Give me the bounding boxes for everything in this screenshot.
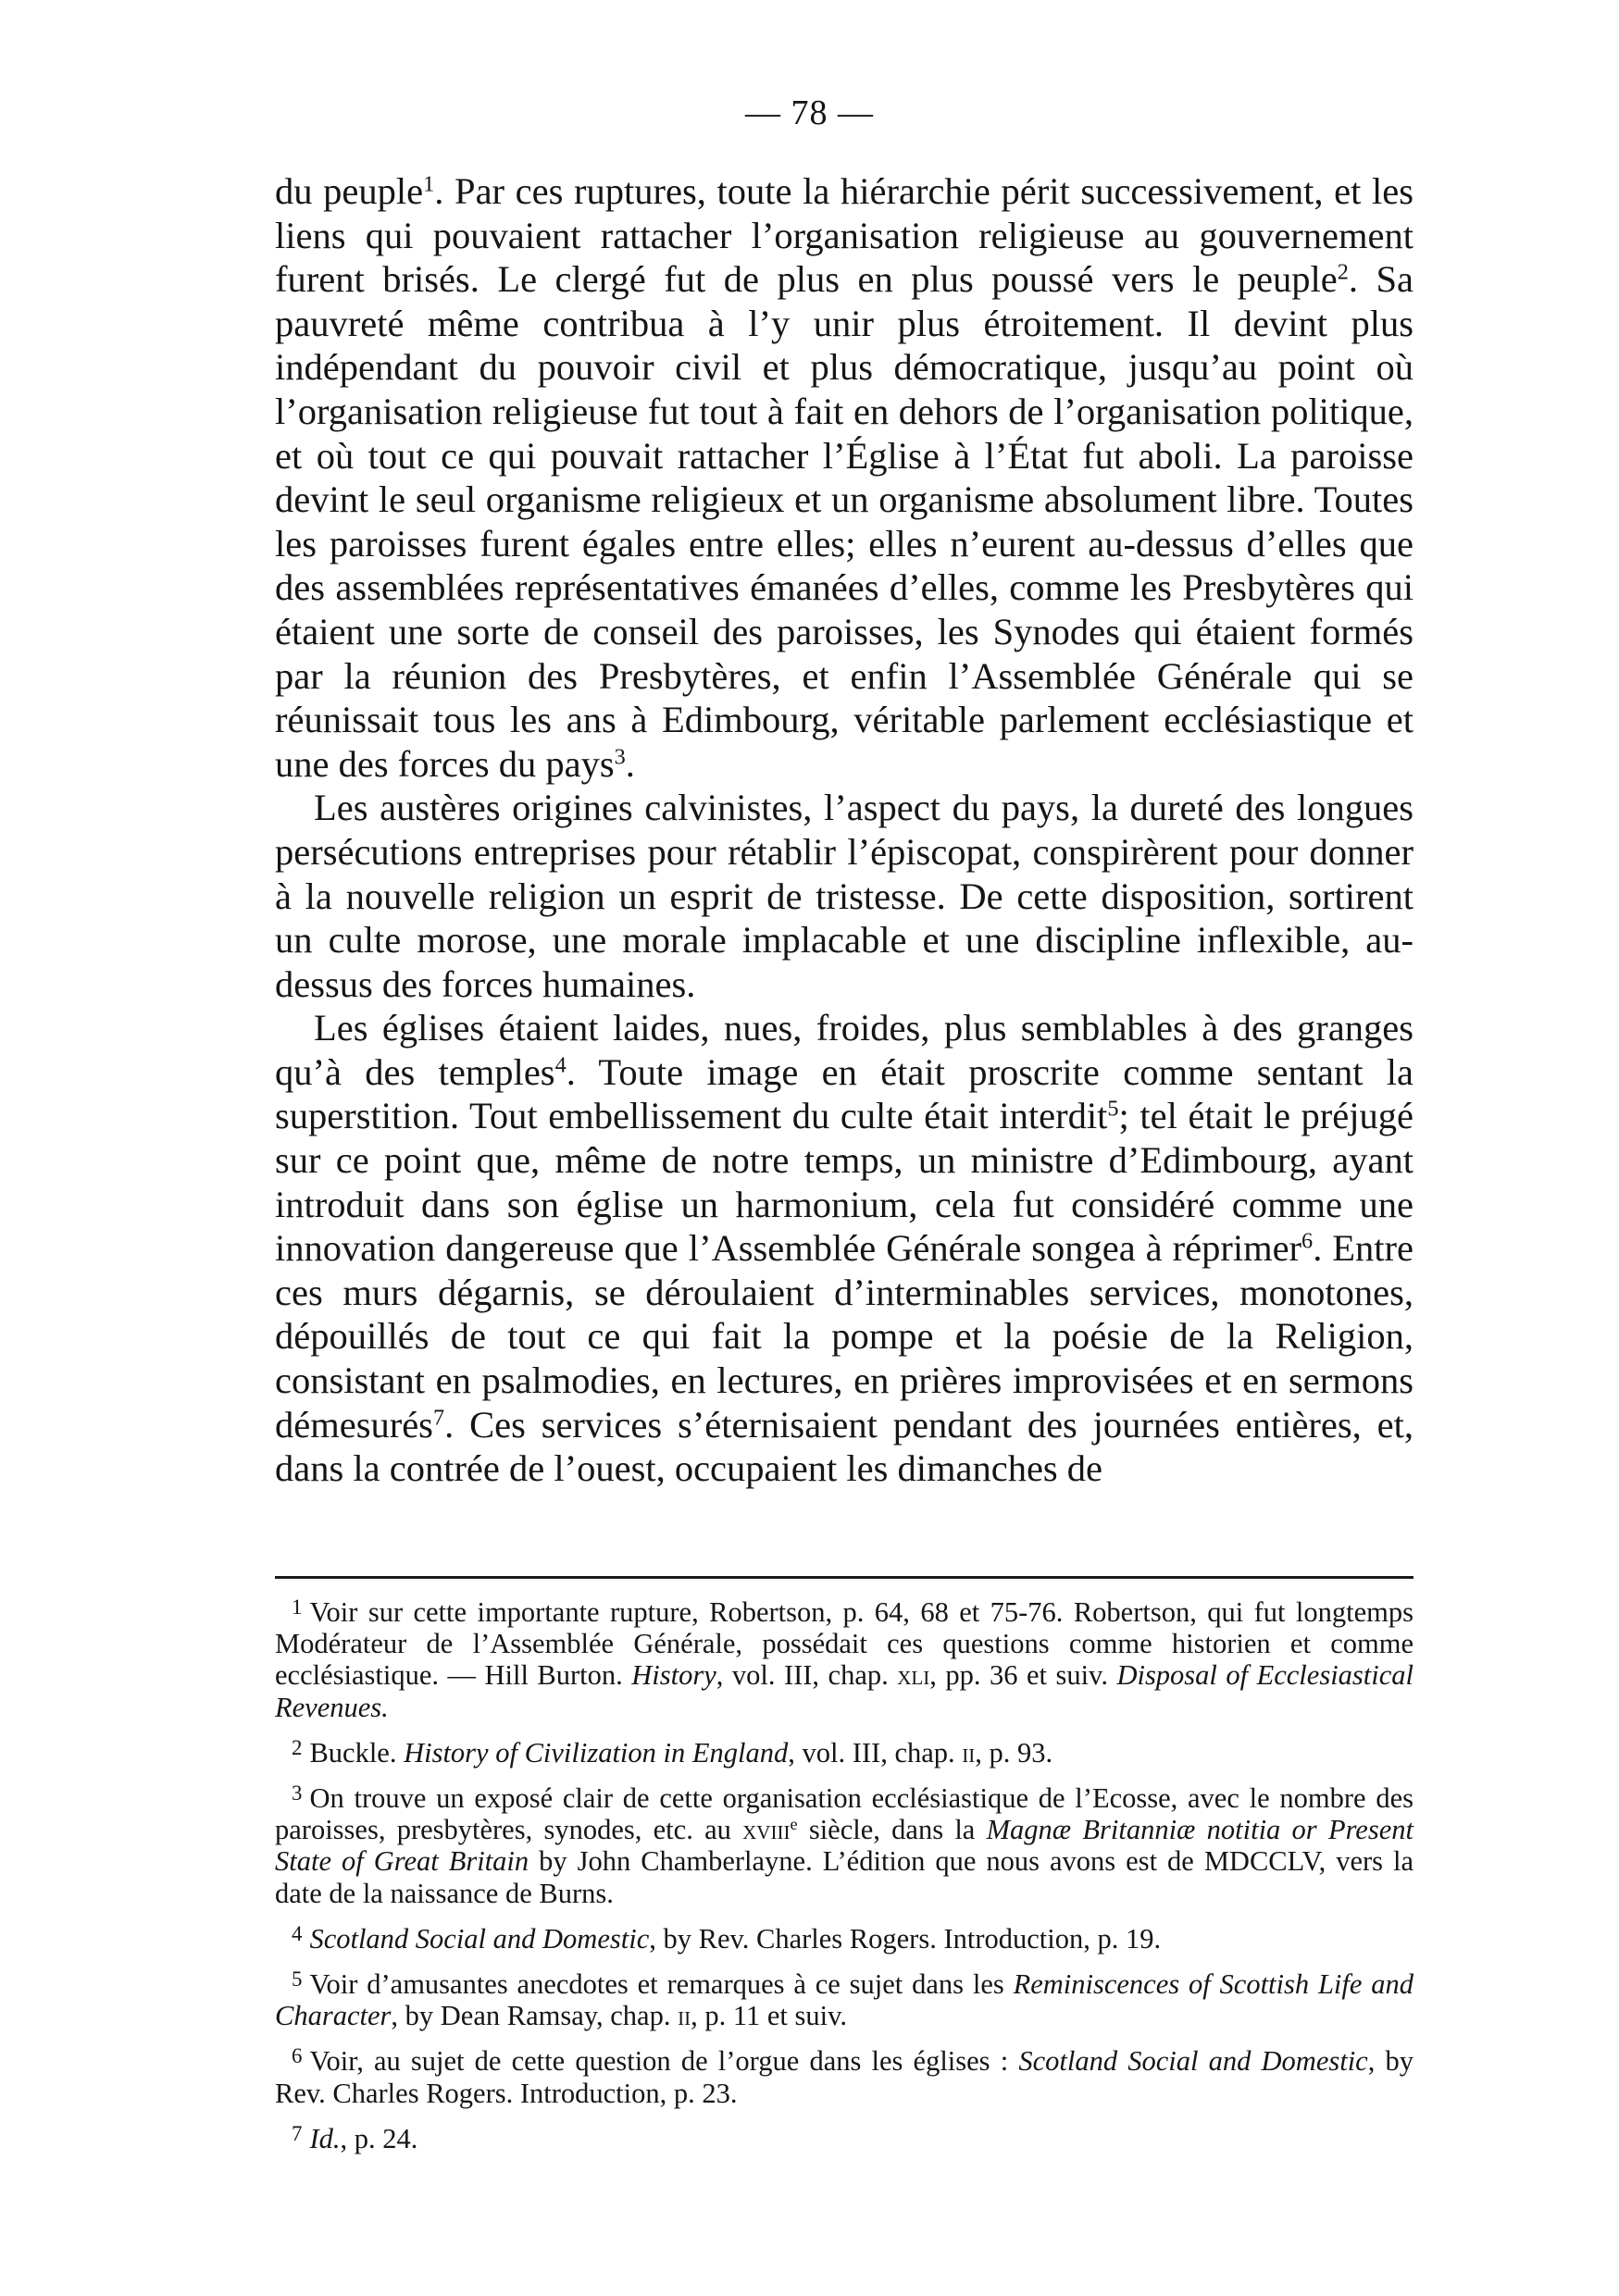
footnotes: [275, 1592, 1414, 2164]
footnote-text: , by Rev. Charles Rogers. Introduction, p. 23.: [275, 2045, 1414, 2109]
footnote-text: , p. 93.: [975, 1736, 1053, 1769]
footnote-number: 5: [292, 1967, 303, 1992]
footnote-text: , vol. III, chap.: [716, 1659, 898, 1692]
text-run: Les austères origines calvinistes, l’aspect du pays, la dureté des longues persécutions entreprises pour rétablir l’épiscopat, conspirèrent pour donner à la nouvelle religion un esprit de tristesse. De cette disposition, sortirent un culte morose, une morale implacable et une discipline inflexible, au-dessus des forces humaines.: [275, 787, 1414, 1005]
footnote-number: 1: [292, 1595, 303, 1619]
footnote-ref-7: 7: [432, 1405, 445, 1431]
text-run: Les églises étaient laides, nues, froides, plus semblables à des granges qu’à des temples: [275, 1007, 1414, 1093]
footnote-roman: xviii: [742, 1814, 791, 1846]
text-run: . Par ces ruptures, toute la hiérarchie périt successivement, et les liens qui pouvaient rattacher l’organisation religieuse au gouvernement furent brisés. Le clergé fut de plus en plus poussé vers le peuple: [275, 170, 1414, 301]
page-number: — 78 —: [745, 93, 874, 132]
text-run: .: [625, 742, 635, 785]
footnote-title: Magnæ Britanniæ notitia or Present State of Great Britain: [275, 1814, 1414, 1878]
footnote-roman: ii: [678, 2000, 691, 2032]
footnote-title: Scotland Social and Domestic: [309, 1922, 650, 1955]
footnote-title: Id.: [309, 2122, 341, 2154]
footnote-title: History: [631, 1659, 716, 1692]
footnote-number: 4: [292, 1921, 303, 1945]
footnote-title: Disposal of Ecclesiastical Revenues.: [275, 1659, 1414, 1723]
footnote-ref-5: 5: [1107, 1097, 1119, 1123]
footnote-text: On trouve un exposé clair de cette organisation ecclésiastique de l’Ecosse, avec le nombre des paroisses, presbytères, synodes, etc. au: [275, 1782, 1414, 1846]
footnote-number: 6: [292, 2044, 303, 2068]
footnote-text: , by Dean Ramsay, chap.: [391, 2000, 679, 2032]
footnote-ref-2: 2: [1337, 259, 1349, 285]
footnote-text: , p. 11 et suiv.: [691, 2000, 847, 2032]
footnote-text: siècle, dans la: [797, 1814, 987, 1846]
footnote-3: [275, 1778, 1414, 1909]
footnote-2: [275, 1732, 1414, 1769]
footnote-text: , pp. 36 et suiv.: [929, 1659, 1117, 1692]
footnote-text: by John Chamberlayne. L’édition que nous avons est de MDCCLV, vers la date de la naissance de Burns.: [275, 1845, 1414, 1909]
text-run: . Toute image en était proscrite comme sentant la superstition. Tout embellissement du culte était interdit: [275, 1050, 1414, 1137]
footnote-text: Buckle.: [309, 1736, 405, 1769]
footnote-ref-3: 3: [614, 744, 626, 770]
footnote-4: [275, 1918, 1414, 1955]
footnote-title: Reminiscences of Scottish Life and Character: [275, 1968, 1414, 2032]
footnote-7: [275, 2118, 1414, 2154]
main-text: [275, 169, 1414, 1491]
footnote-text: , vol. III, chap.: [788, 1736, 963, 1769]
footnote-6: [275, 2041, 1414, 2108]
footnote-superscript: e: [790, 1815, 798, 1834]
footnote-roman: ii: [962, 1736, 976, 1769]
text-run: . Sa pauvreté même contribua à l’y unir plus étroitement. Il devint plus indépendant du pouvoir civil et plus démocratique, jusqu’au point où l’organisation religieuse fut tout à fait en dehors de l’organisation politique, et où tout ce qui pouvait rattacher l’Église à l’État fut aboli. La paroisse devint le seul organisme religieux et un organisme absolument libre. Toutes les paroisses furent égales entre elles; elles n’eurent au-dessus d’elles que des assemblées représentatives émanées d’elles, comme les Presbytères qui étaient une sorte de conseil des paroisses, les Synodes qui étaient formés par la réunion des Presbytères, et enfin l’Assemblée Générale qui se réunissait tous les ans à Edimbourg, véritable parlement ecclésiastique et une des forces du pays: [275, 258, 1414, 785]
text-run: ; tel était le préjugé sur ce point que, même de notre temps, un ministre d’Edimbourg, ayant introduit dans son église un harmonium, cela fut considéré comme une innovation dangereuse que l’Assemblée Générale songea à réprimer: [275, 1095, 1414, 1270]
footnote-ref-6: 6: [1301, 1228, 1314, 1254]
footnote-ref-1: 1: [423, 171, 435, 197]
paragraph-2: [275, 786, 1414, 1006]
paragraph-3: [275, 1006, 1414, 1491]
text-run: . Ces services s’éternisaient pendant des journées entières, et, dans la contrée de l’ouest, occupaient les dimanches de: [275, 1403, 1414, 1490]
footnote-5: [275, 1964, 1414, 2031]
footnote-text: Voir sur cette importante rupture, Robertson, p. 64, 68 et 75-76. Robertson, qui fut longtemps Modérateur de l’Assemblée Générale, possédait ces questions comme historien et comme ecclésiastique. — Hill Burton.: [275, 1596, 1414, 1692]
text-run: du peuple: [275, 170, 424, 212]
text-run: . Entre ces murs dégarnis, se déroulaient d’interminables services, monotones, dépouillés de tout ce qui fait la pompe et la poésie de la Religion, consistant en psalmodies, en lectures, en prières improvisées et en sermons démesurés: [275, 1227, 1414, 1446]
footnote-number: 7: [292, 2121, 303, 2145]
paragraph-1: [275, 169, 1414, 786]
footnote-roman: xli: [897, 1659, 930, 1692]
footnote-title: History of Civilization in England: [404, 1736, 789, 1769]
footnote-1: [275, 1592, 1414, 1723]
footnote-ref-4: 4: [554, 1052, 567, 1078]
footnote-number: 2: [292, 1735, 303, 1759]
footnote-text: , p. 24.: [340, 2122, 418, 2154]
footnote-text: , by Rev. Charles Rogers. Introduction, p. 19.: [649, 1922, 1162, 1955]
footnote-number: 3: [292, 1781, 303, 1806]
footnote-text: Voir d’amusantes anecdotes et remarques à ce sujet dans les: [309, 1968, 1014, 2001]
footnote-title: Scotland Social and Domestic: [1018, 2045, 1368, 2078]
footnote-divider: [275, 1576, 1414, 1579]
footnote-text: Voir, au sujet de cette question de l’orgue dans les églises :: [309, 2045, 1019, 2078]
